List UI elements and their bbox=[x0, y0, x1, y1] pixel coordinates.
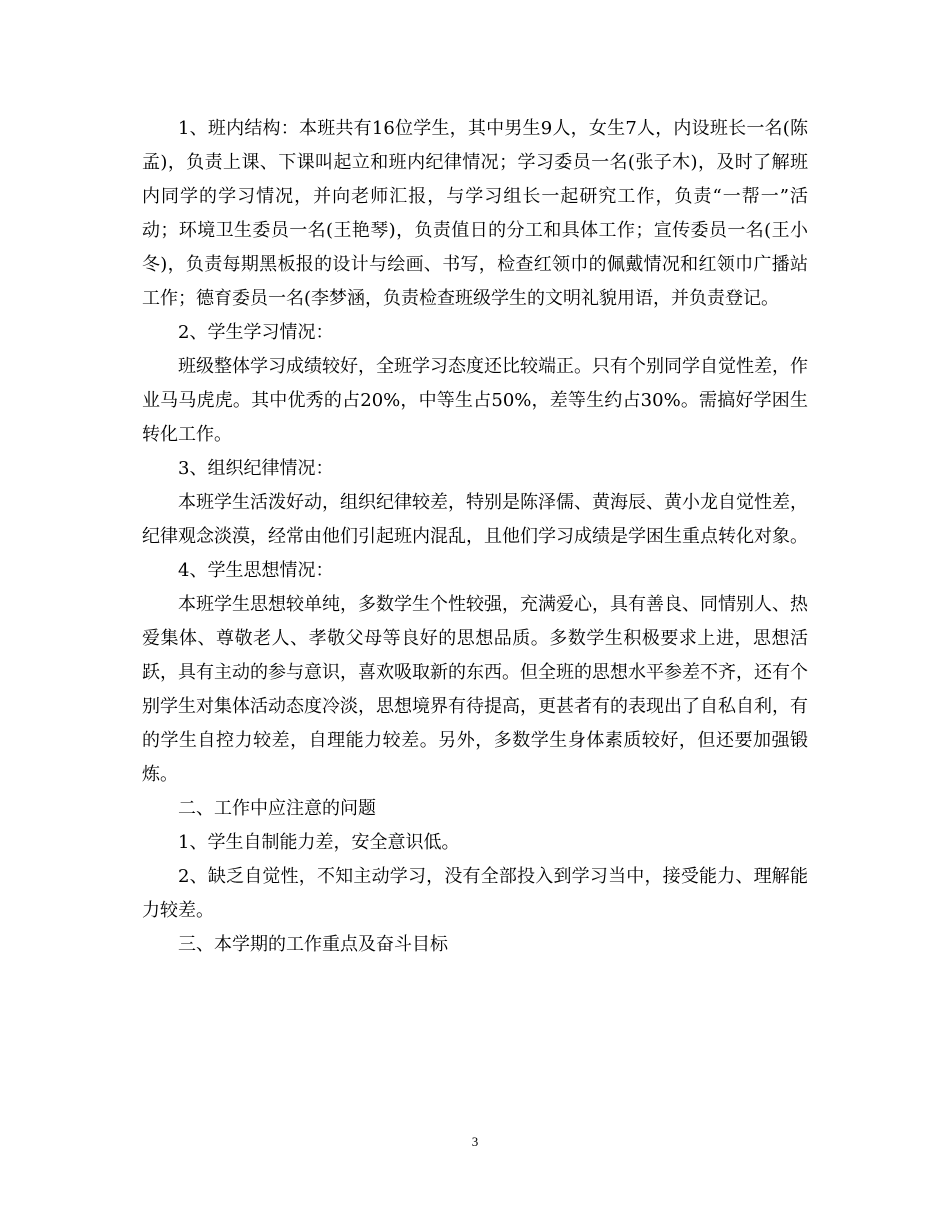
page-number: 3 bbox=[471, 1134, 479, 1149]
paragraph-thought-situation: 本班学生思想较单纯，多数学生个性较强，充满爱心，具有善良、同情别人、热爱集体、尊敬老人、孝敬父母等良好的思想品质。多数学生积极要求上进，思想活跃，具有主动的参与意识，喜欢吸取新的东西。但全班的思想水平参差不齐，还有个别学生对集体活动态度冷淡，思想境界有待提高，更甚者有的表现出了自私自利，有的学生自控力较差，自理能力较差。另外，多数学生身体素质较好，但还要加强锻炼。 bbox=[142, 594, 808, 785]
paragraph-problem-2: 2、缺乏自觉性，不知主动学习，没有全部投入到学习当中，接受能力、理解能力较差。 bbox=[142, 866, 808, 921]
heading-discipline-situation: 3、组织纪律情况： bbox=[178, 458, 334, 479]
section-heading-problems: 二、工作中应注意的问题 bbox=[178, 798, 376, 819]
heading-thought-situation: 4、学生思想情况： bbox=[178, 560, 334, 581]
paragraph-study-situation: 班级整体学习成绩较好，全班学习态度还比较端正。只有个别同学自觉性差，作业马马虎虎。其中优秀的占20%，中等生占50%，差等生约占30%。需搞好学困生转化工作。 bbox=[142, 356, 808, 445]
paragraph-problem-1: 1、学生自制能力差，安全意识低。 bbox=[178, 832, 460, 853]
paragraph-discipline-situation: 本班学生活泼好动，组织纪律较差，特别是陈泽儒、黄海辰、黄小龙自觉性差，纪律观念淡漠，经常由他们引起班内混乱，且他们学习成绩是学困生重点转化对象。 bbox=[142, 492, 808, 547]
paragraph-class-structure: 1、班内结构：本班共有16位学生，其中男生9人，女生7人，内设班长一名(陈孟)，负责上课、下课叫起立和班内纪律情况；学习委员一名(张子木)，及时了解班内同学的学习情况，并向老师汇报，与学习组长一起研究工作，负责“一帮一”活动；环境卫生委员一名(王艳琴)，负责值日的分工和具体工作；宣传委员一名(王小冬)，负责每期黑板报的设计与绘画、书写，检查红领巾的佩戴情况和红领巾广播站工作；德育委员一名(李梦涵，负责检查班级学生的文明礼貌用语，并负责登记。 bbox=[142, 118, 808, 309]
document-body bbox=[142, 112, 808, 962]
heading-study-situation: 2、学生学习情况： bbox=[178, 322, 334, 343]
section-heading-goals: 三、本学期的工作重点及奋斗目标 bbox=[178, 934, 448, 955]
